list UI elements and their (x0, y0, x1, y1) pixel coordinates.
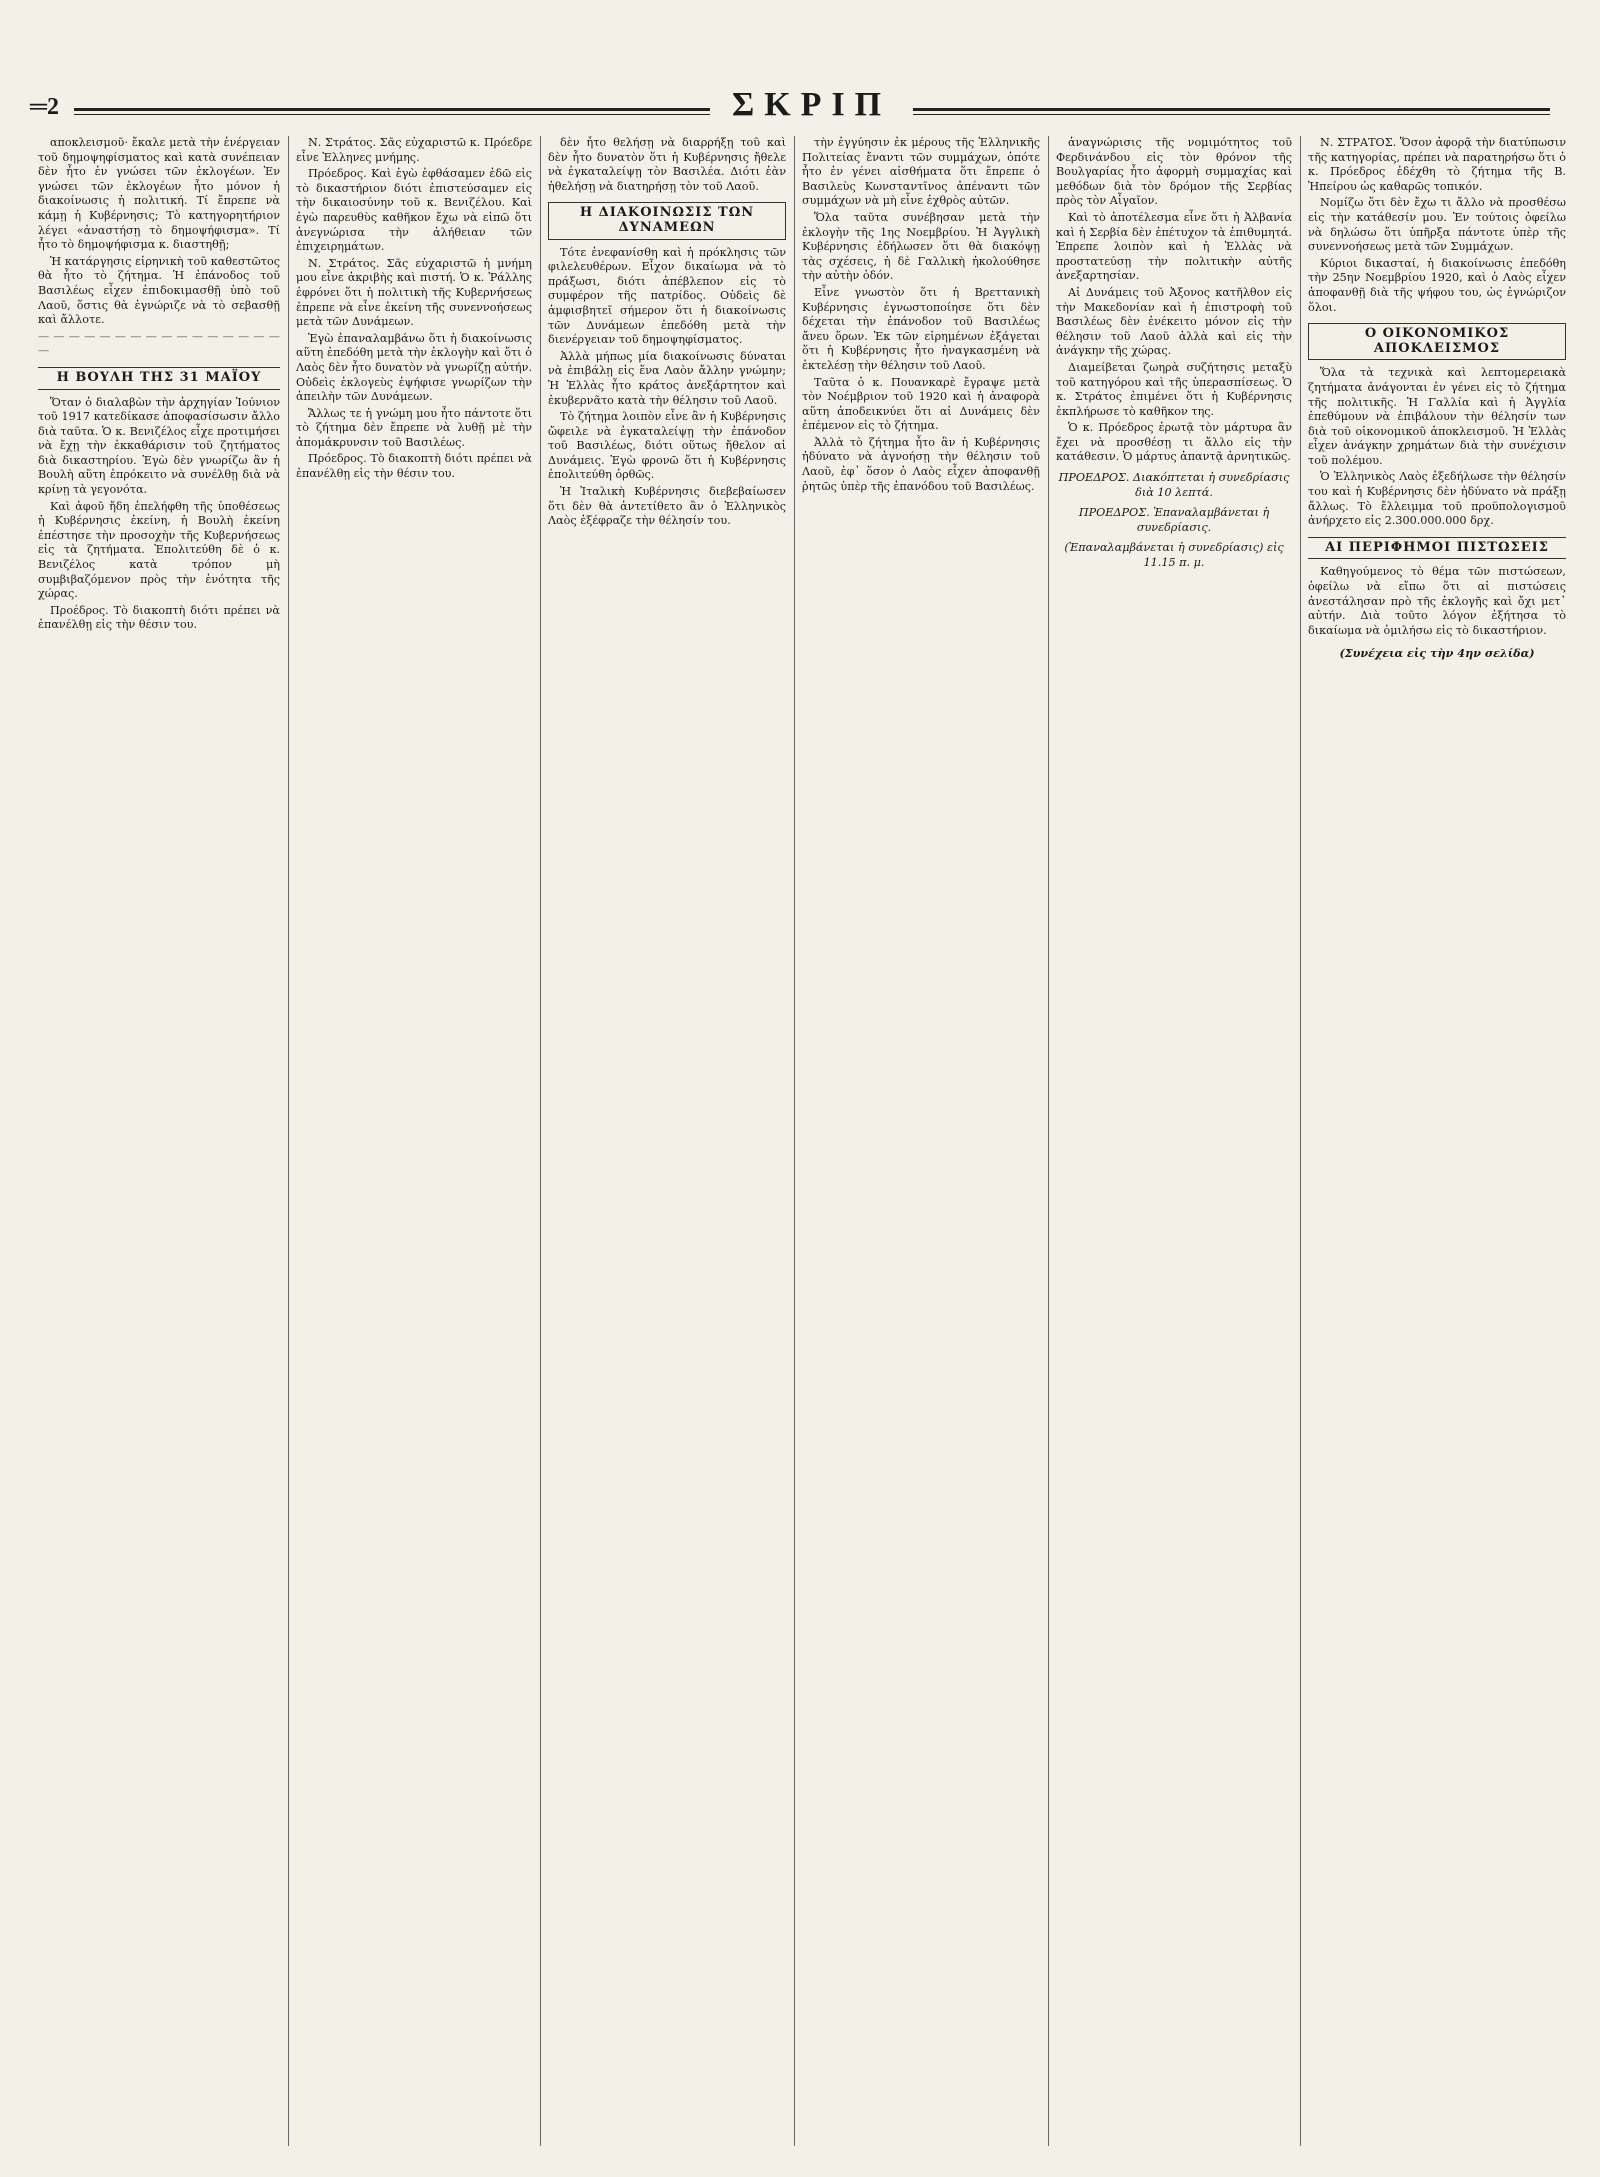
section-heading: Η ΒΟΥΛΗ ΤΗΣ 31 ΜΑΪΟΥ (38, 367, 280, 390)
paragraph: Διαμείβεται ζωηρὰ συζήτησις μεταξὺ τοῦ κατηγόρου καὶ τῆς ὑπερασπίσεως. Ὁ κ. Στράτος ἐπιμένει ὅτι ἡ Κυβέρνησις ἐκπλήρωσε τὸ καθῆκον της. (1056, 360, 1292, 418)
paragraph: Αἱ Δυνάμεις τοῦ Ἀξονος κατῆλθον εἰς τὴν Μακεδονίαν καὶ ἡ ἐπιστροφὴ τοῦ Βασιλέως δὲν ἐνέκειτο μόνον εἰς τὴν θέλησιν τοῦ Λαοῦ ἀλλὰ καὶ εἰς τὴν ἀνάγκην τῆς χώρας. (1056, 285, 1292, 358)
session-note: ΠΡΟΕΔΡΟΣ. Ἐπαναλαμβάνεται ἡ συνεδρίασις. (1078, 506, 1270, 534)
paragraph: Τὸ ζήτημα λοιπὸν εἶνε ἂν ἡ Κυβέρνησις ὤφειλε νὰ ἐγκαταλείψῃ τὴν ἐπάνοδον τοῦ Βασιλέως, διότι οὕτως ἤθελον αἱ Δυνάμεις. Ἐγὼ φρονῶ ὅτι ἡ Κυβέρνησις ἐπολιτεύθη ὀρθῶς. (548, 410, 786, 482)
section-heading: Η ΔΙΑΚΟΙΝΩΣΙΣ ΤΩΝ ΔΥΝΑΜΕΩΝ (548, 202, 786, 239)
paragraph: Νομίζω ὅτι δὲν ἔχω τι ἄλλο νὰ προσθέσω εἰς τὴν κατάθεσίν μου. Ἐν τούτοις ὀφείλω νὰ δηλώσω ὅτι ὑπῆρξα πάντοτε ὑπὲρ τῆς συνεννοήσεως μετὰ τῶν Συμμάχων. (1308, 196, 1566, 254)
paragraph: Ὅλα τὰ τεχνικὰ καὶ λεπτομερειακὰ ζητήματα ἀνάγονται ἐν γένει εἰς τὸ ζήτημα τῆς πολιτικῆς. Ἡ Γαλλία καὶ ἡ Ἀγγλία ἐπεθύμουν νὰ ἐπιβάλουν τὴν θέλησίν των διὰ τοῦ οἰκονομικοῦ ἀποκλεισμοῦ. Ἡ Ἑλλὰς εἶχεν ἀνάγκην χρημάτων διὰ τὴν συνέχισιν τοῦ πολέμου. (1308, 366, 1566, 467)
paragraph: αποκλεισμοῦ· ἔκαλε μετὰ τὴν ἐνέργειαν τοῦ δημοψηφίσματος καὶ κατὰ συνέπειαν δὲν ἦτο ἐν γνώσει τῶν ἐκλογέων. Ἐν γνώσει τῶν ἐκλογέων ἦτο μόνον ἡ διακοίνωσις ἡ πολιτική. Τί ἔπρεπε νὰ κάμῃ ἡ Κυβέρνησις; Τὸ κατηγορητήριον λέγει «ἀναστήσῃ τὸ δημοψήφισμα». Τί ἦτο τὸ δημοψήφισμα κ. διαστηθῇ; (38, 136, 280, 252)
section-heading: Ο ΟΙΚΟΝΟΜΙΚΟΣ ΑΠΟΚΛΕΙΣΜΟΣ (1308, 323, 1566, 360)
paragraph: Ἀλλὰ τὸ ζήτημα ἦτο ἂν ἡ Κυβέρνησις ἠδύνατο νὰ ἀγνοήσῃ τὴν θέλησιν τοῦ Λαοῦ, ἐφ᾽ ὅσον ὁ Λαὸς εἶχεν ἀποφανθῇ ῥητῶς ὑπὲρ τῆς ἐπανόδου τοῦ Βασιλέως. (802, 435, 1040, 493)
paragraph: Ὅταν ὁ διαλαβὼν τὴν ἀρχηγίαν Ἰούνιον τοῦ 1917 κατεδίκασε ἀποφασίσωσιν ἄλλο διὰ ταῦτα. Ὁ κ. Βενιζέλος εἶχε προτιμήσει νὰ ἔχῃ τὴν ἐκκαθάρισιν τοῦ ζητήματος διὰ δικαστηρίου. Ἐγὼ δὲν γνωρίζω ἂν ἡ Βουλὴ αὕτη ἐπρόκειτο νὰ συνέλθῃ διὰ νὰ κρίνῃ τὰ γεγονότα. (38, 395, 280, 497)
paragraph: Ν. Στράτος. Σᾶς εὐχαριστῶ ἡ μνήμη μου εἶνε ἀκριβὴς καὶ πιστή. Ὁ κ. Ῥάλλης ἐφρόνει ὅτι ἡ πολιτικὴ τῆς Κυβερνήσεως ἐπρεπε νὰ εἶνε ἐκείνη τῆς συνεννοήσεως μετὰ τῶν Δυνάμεων. (296, 256, 532, 329)
paragraph: Ἀλλὰ μήπως μία διακοίνωσις δύναται νὰ ἐπιβάλῃ εἰς ἕνα Λαὸν ἄλλην γνώμην; Ἡ Ἑλλὰς ἦτο κράτος ἀνεξάρτητον καὶ ἐκυβερνᾶτο κατὰ τὴν θέλησιν τοῦ Λαοῦ. (548, 349, 786, 407)
paragraph: δὲν ἦτο θελήσῃ νὰ διαρρήξῃ τοῦ καὶ δὲν ἦτο δυνατὸν ὅτι ἡ Κυβέρνησις ἤθελε νὰ ἐγκαταλείψῃ τὸν Βασιλέα. Διότι ἐὰν ἡθελήσῃ νὰ διατηρήσῃ τὸν τοῦ Λαοῦ. (548, 136, 786, 193)
paragraph: Ταῦτα ὁ κ. Πουανκαρὲ ἔγραψε μετὰ τὸν Νοέμβριον τοῦ 1920 καὶ ἡ ἀναφορὰ αὕτη ἀποδεικνύει ὅτι αἱ Δυνάμεις δὲν ἐπέμενον εἰς τὸ ζήτημα. (802, 375, 1040, 433)
column-3 (548, 136, 786, 2146)
paragraph: Καὶ ἀφοῦ ἤδη ἐπελήφθη τῆς ὑποθέσεως ἡ Κυβέρνησις ἐκείνη, ἡ Βουλὴ ἐκείνη ἐπέστησε τὴν προσοχὴν τῆς Κυβερνήσεως εἰς τὰ ζητήματα. Ἐπολιτεύθη δὲ ὁ κ. Βενιζέλος κατὰ τρόπον μὴ συμβιβαζόμενον πρὸς τὴν ἐνότητα τῆς χώρας. (38, 499, 280, 601)
column-5 (1056, 136, 1292, 2146)
paragraph: Καὶ τὸ ἀποτέλεσμα εἶνε ὅτι ἡ Ἀλβανία καὶ ἡ Σερβία δὲν ἐπέτυχον τὰ ἐπιθυμητά. Ἐπρεπε λοιπὸν καὶ ἡ Ἑλλὰς νὰ προστατεύσῃ τὴν πολιτικὴν αὐτῆς ἀνεξαρτησίαν. (1056, 210, 1292, 283)
paragraph: ἀναγνώρισις τῆς νομιμότητος τοῦ Φερδινάνδου εἰς τὸν θρόνον τῆς Βουλγαρίας ἦτο ἀφορμὴ συμμαχίας καὶ μεθόδων διὰ τὸν δρόμον τῆς Σερβίας πρὸς τὸν Αἶγαῖον. (1056, 136, 1292, 208)
column-divider (794, 136, 795, 2146)
paragraph: τὴν ἐγγύησιν ἐκ μέρους τῆς Ἑλληνικῆς Πολιτείας ἔναντι τῶν συμμάχων, ὁπότε ἦτο ἐν γένει αἰσθήματα ὅτι ἔπρεπε ὁ Βασιλεὺς Κωνσταντῖνος ἀπέναντι τῶν συμμάχων νὰ μὴ εἶνε ἐχθρὸς αὐτῶν. (802, 136, 1040, 208)
column-divider (1048, 136, 1049, 2146)
paragraph: Καθηγούμενος τὸ θέμα τῶν πιστώσεων, ὀφείλω νὰ εἴπω ὅτι αἱ πιστώσεις ἀνεστάλησαν πρὸ τῆς ἐκλογῆς καὶ ὄχι μετ᾽ αὐτήν. Διὰ τοῦτο λόγον ἐξήτησα τὸ δικαίωμα νὰ ὁμιλήσω εἰς τὸ δικαστήριον. (1308, 565, 1566, 637)
paragraph: Ἐγὼ ἐπαναλαμβάνω ὅτι ἡ διακοίνωσις αὕτη ἐπεδόθη μετὰ τὴν ἐκλογὴν καὶ ὅτι ὁ Λαὸς δὲν ἦτο δυνατὸν νὰ γνωρίζῃ αὐτήν. Οὐδεὶς ἐκλογεὺς ἐψήφισε γνωρίζων τὴν ἀπειλὴν τῶν Δυνάμεων. (296, 331, 532, 404)
column-divider (540, 136, 541, 2146)
paragraph: Ὁ Ἑλληνικὸς Λαὸς ἐξεδήλωσε τὴν θέλησίν του καὶ ἡ Κυβέρνησις δὲν ἠδύνατο νὰ πράξῃ ἄλλως. Τὸ ἔλλειμμα τοῦ προϋπολογισμοῦ ἀνήρχετο εἰς 2.300.000.000 δρχ. (1308, 470, 1566, 528)
paragraph: Ἄλλως τε ἡ γνώμη μου ἦτο πάντοτε ὅτι τὸ ζήτημα δὲν ἔπρεπε νὰ λυθῇ μὲ τὴν ἀπομάκρυνσιν τοῦ Βασιλέως. (296, 406, 532, 449)
paragraph: Εἶνε γνωστὸν ὅτι ἡ Βρεττανικὴ Κυβέρνησις ἐγνωστοποίησε ὅτι δὲν δέχεται τὴν ἐπάνοδον τοῦ Βασιλέως ἄνευ ὅρων. Ἐκ τῶν εἰρημένων ἐξάγεται ὅτι ἡ Κυβέρνησις ἦτο ἠναγκασμένη νὰ ἐκτελέσῃ τὴν θέλησιν τοῦ Λαοῦ. (802, 285, 1040, 372)
section-heading: ΑΙ ΠΕΡΙΦΗΜΟΙ ΠΙΣΤΩΣΕΙΣ (1308, 537, 1566, 560)
paragraph: Ἡ Ἰταλικὴ Κυβέρνησις διεβεβαίωσεν ὅτι δὲν θὰ ἀντετίθετο ἂν ὁ Ἑλληνικὸς Λαὸς ἐξέφραζε τὴν θέλησίν του. (548, 485, 786, 528)
paragraph: Ὁ κ. Πρόεδρος ἐρωτᾷ τὸν μάρτυρα ἂν ἔχει νὰ προσθέσῃ τι ἄλλο εἰς τὴν κατάθεσιν. Ὁ μάρτυς ἀπαντᾷ ἀρνητικῶς. (1056, 421, 1292, 464)
newspaper-title: ΣΚΡΙΠ (710, 86, 913, 124)
paragraph: Κύριοι δικασταί, ἡ διακοίνωσις ἐπεδόθη τὴν 25ην Νοεμβρίου 1920, καὶ ὁ Λαὸς εἶχεν ἀποφανθῇ διὰ τῆς ψήφου του, ὡς ἐγνώριζον ὅλοι. (1308, 256, 1566, 314)
column-divider (1300, 136, 1301, 2146)
paragraph: Ὅλα ταῦτα συνέβησαν μετὰ τὴν ἐκλογὴν τῆς 1ης Νοεμβρίου. Ἡ Ἀγγλικὴ Κυβέρνησις ἐδήλωσεν ὅτι θὰ διακόψῃ τὰς σχέσεις, ἡ δὲ Γαλλικὴ ἠκολούθησε τὴν αὐτὴν ὁδόν. (802, 210, 1040, 283)
column-6 (1308, 136, 1566, 2146)
masthead (30, 86, 1550, 132)
paragraph: Ν. Στράτος. Σᾶς εὐχαριστῶ κ. Πρόεδρε εἶνε Ἑλληνες μνήμης. (296, 136, 532, 164)
session-note: (Ἐπαναλαμβάνεται ἡ συνεδρίασις) εἰς 11.15 π. μ. (1064, 541, 1284, 570)
column-divider (288, 136, 289, 2146)
paragraph: Ν. ΣΤΡΑΤΟΣ. Ὅσον ἀφορᾷ τὴν διατύπωσιν τῆς κατηγορίας, πρέπει νὰ παρατηρήσω ὅτι ὁ κ. Πρόεδρος ἐδέχθη τὸ ζήτημα τῆς Β. Ἠπείρου ὡς καθαρῶς τοπικόν. (1308, 136, 1566, 193)
column-2 (296, 136, 532, 2146)
body-text-continued: — — — — — — — — — — — — — — — — — (38, 329, 280, 358)
page-number: ═ 2 (30, 94, 59, 121)
continuation-note: (Συνέχεια εἰς τὴν 4ην σελίδα) (1339, 646, 1535, 661)
paragraph: Τότε ἐνεφανίσθη καὶ ἡ πρόκλησις τῶν φιλελευθέρων. Εἶχον δικαίωμα νὰ τὸ πράξωσι, διότι ἀπέβλεπον εἰς τὸ συμφέρον τῆς πατρίδος. Οὐδεὶς δὲ ἀμφισβητεῖ σήμερον ὅτι ἡ διακοίνωσις τῶν Δυνάμεων ἐπεδόθη μετὰ τὴν διενέργειαν τοῦ δημοψηφίσματος. (548, 245, 786, 347)
column-1 (38, 136, 280, 2146)
session-note: ΠΡΟΕΔΡΟΣ. Διακόπτεται ἡ συνεδρίασις διὰ 10 λεπτά. (1058, 471, 1290, 499)
paragraph: Προέδρος. Τὸ διακοπτὴ διότι πρέπει νὰ ἐπανέλθῃ εἰς τὴν θέσιν του. (38, 603, 280, 632)
paragraph: Πρόεδρος. Καὶ ἐγὼ ἐφθάσαμεν ἐδῶ εἰς τὸ δικαστήριον διότι ἐπιστεύσαμεν εἰς τὴν δικαιοσύνην τοῦ κ. Βενιζέλου. Καὶ ἐγὼ παρευθὺς καθῆκον ἔχω νὰ εἰπῶ ὅτι ἀνεγνώρισα τὴν ἀλήθειαν τῶν ἐπιχειρημάτων. (296, 167, 532, 254)
paragraph: Πρόεδρος. Τὸ διακοπτὴ διότι πρέπει νὰ ἐπανέλθῃ εἰς τὴν θέσιν του. (296, 452, 532, 481)
column-4 (802, 136, 1040, 2146)
paragraph: Ἡ κατάργησις εἰρηνικὴ τοῦ καθεστῶτος θὰ ἦτο τὸ ζήτημα. Ἡ ἐπάνοδος τοῦ Βασιλέως εἶχεν ἐπιδοκιμασθῇ ὑπὸ τοῦ Λαοῦ, ὅστις θὰ ἐγνώριζε νὰ τὸ σεβασθῇ καὶ ἄλλοτε. (38, 254, 280, 327)
